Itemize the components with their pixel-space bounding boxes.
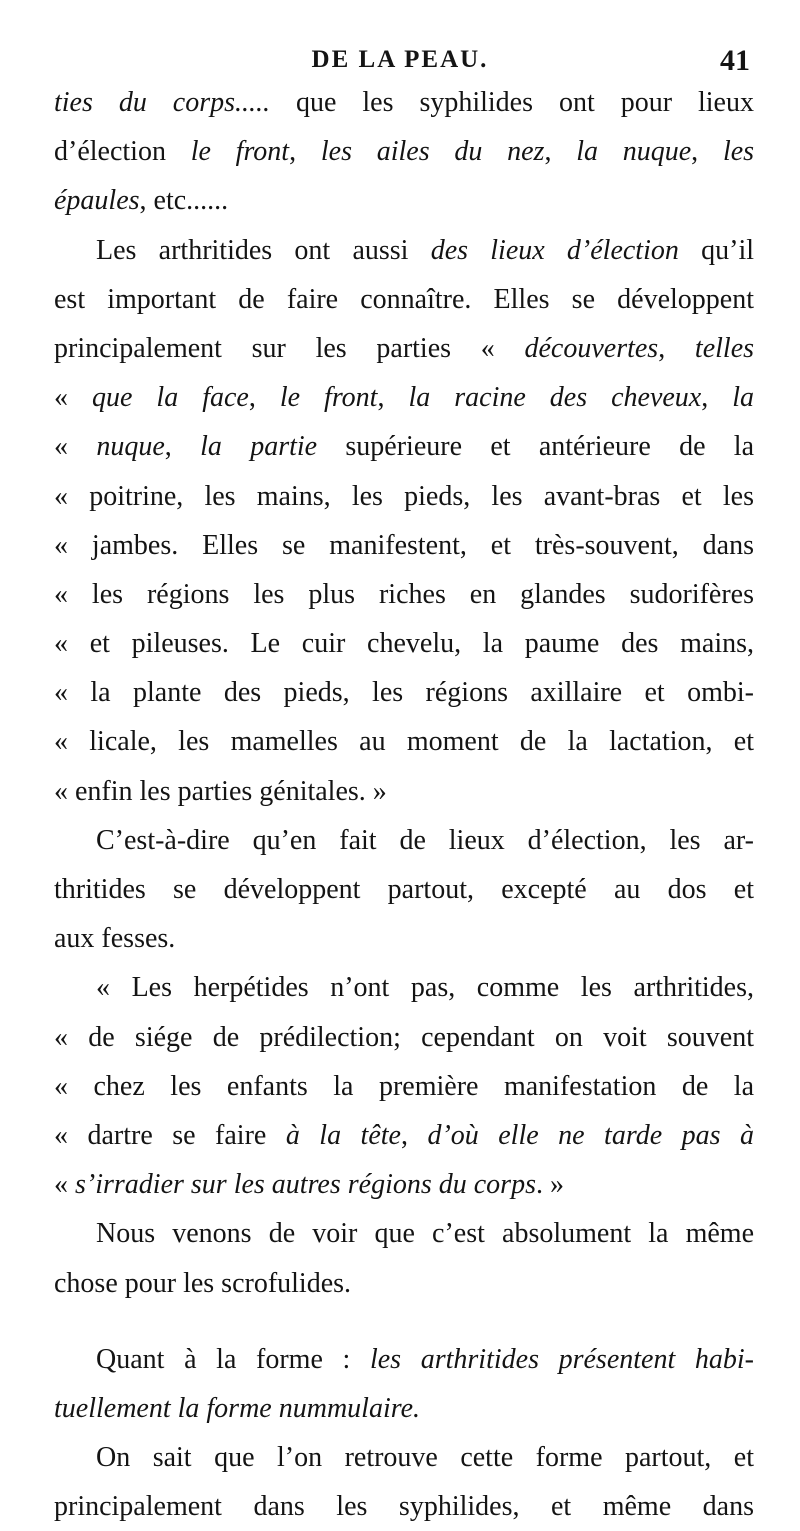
text-run: , — [691, 136, 723, 168]
text-line — [54, 422, 754, 471]
italic-run: des lieux d’élection — [430, 234, 679, 266]
italic-run: les ailes du nez — [320, 136, 545, 168]
text-run: , — [289, 136, 321, 168]
italic-run: les arthritides présentent habi- — [369, 1343, 754, 1375]
text-line — [54, 373, 754, 422]
text-line — [54, 1433, 754, 1482]
italic-run: nuque — [96, 431, 165, 463]
italic-run: d’où elle ne tarde pas à — [427, 1119, 754, 1151]
text-run: , — [701, 382, 733, 414]
text-line — [54, 914, 754, 963]
text-run: aux fesses. — [54, 923, 176, 955]
body-text — [54, 78, 754, 1531]
text-run: « enfin les parties génitales. » — [54, 775, 387, 807]
text-line — [54, 1111, 754, 1160]
italic-run: à la tête — [285, 1119, 401, 1151]
text-line — [54, 717, 754, 766]
text-line — [54, 1335, 754, 1384]
text-line — [54, 668, 754, 717]
text-run: principalement dans les syphilides, et même dans — [54, 1491, 754, 1523]
text-run: « les régions les plus riches en glandes sudorifères — [54, 578, 754, 610]
text-run: « licale, les mamelles au moment de la lactation, et — [54, 726, 754, 758]
text-line — [54, 275, 754, 324]
text-line — [54, 1259, 754, 1308]
text-run: « chez les enfants la première manifestation de la — [54, 1070, 754, 1102]
italic-run: le front — [279, 382, 378, 414]
text-line — [54, 816, 754, 865]
italic-run: que la face — [92, 382, 249, 414]
italic-run: les — [722, 136, 754, 168]
text-line — [54, 1062, 754, 1111]
text-run: . » — [535, 1169, 564, 1201]
text-line — [54, 1209, 754, 1258]
text-run: « — [54, 1169, 75, 1201]
italic-run: la partie — [200, 431, 318, 463]
text-run: chose pour les scrofulides. — [54, 1267, 352, 1299]
italic-run: ties du corps..... — [54, 87, 271, 118]
text-line — [54, 1160, 754, 1209]
text-line — [54, 570, 754, 619]
text-run: « dartre se faire — [54, 1119, 286, 1151]
text-run: est important de faire connaître. Elles se développent — [54, 283, 754, 315]
text-run: qu’il — [678, 234, 754, 266]
text-run: , — [400, 1119, 428, 1151]
text-line — [54, 521, 754, 570]
text-run: supérieure et antérieure de la — [317, 431, 754, 463]
text-run: On sait que l’on retrouve cette forme partout, et — [96, 1442, 754, 1474]
text-run: , — [164, 431, 201, 463]
text-line — [54, 472, 754, 521]
italic-run: s’irradier sur les autres régions du corps — [75, 1169, 536, 1201]
italic-run: la racine des cheveux — [408, 382, 702, 414]
text-run: , — [544, 136, 577, 168]
text-line — [54, 619, 754, 668]
text-run: « et pileuses. Le cuir chevelu, la paume des mains, — [54, 628, 754, 660]
text-run: , — [377, 382, 409, 414]
text-line — [54, 127, 754, 176]
text-run: Nous venons de voir que c’est absolument la même — [96, 1218, 754, 1250]
italic-run: tuellement la forme nummulaire. — [54, 1392, 421, 1424]
text-line — [54, 1013, 754, 1062]
text-run: « Les herpétides n’ont pas, comme les arthritides, — [96, 972, 754, 1004]
running-head-title: DE LA PEAU. — [311, 46, 489, 73]
text-run: « — [54, 431, 97, 463]
italic-run: la — [732, 382, 754, 414]
text-run: « — [54, 382, 92, 414]
text-run: Quant à la forme : — [96, 1343, 370, 1375]
text-line — [54, 1482, 754, 1531]
text-run: « poitrine, les mains, les pieds, les avant-bras et les — [54, 480, 754, 512]
text-run: , etc...... — [139, 185, 229, 217]
italic-run: la nuque — [576, 136, 692, 168]
text-run: , — [248, 382, 280, 414]
text-run: d’élection — [54, 136, 191, 168]
text-run: C’est-à-dire qu’en fait de lieux d’élection, les ar- — [96, 824, 754, 856]
text-run: principalement sur les parties « — [54, 332, 525, 364]
text-line — [54, 865, 754, 914]
text-line — [54, 963, 754, 1012]
italic-run: épaules — [54, 185, 140, 217]
text-run: , — [658, 332, 695, 364]
text-run: thritides se développent partout, excepté au dos et — [54, 874, 754, 905]
text-line — [54, 1384, 754, 1433]
italic-run: telles — [694, 332, 754, 364]
italic-run: découvertes — [524, 332, 659, 364]
text-line — [54, 226, 754, 275]
text-run: « la plante des pieds, les régions axillaire et ombi- — [54, 677, 754, 709]
text-run: Les arthritides ont aussi — [96, 234, 431, 266]
text-line — [54, 78, 754, 127]
text-run: que les syphilides ont pour lieux — [270, 87, 754, 118]
text-line — [54, 176, 754, 225]
text-line — [54, 767, 754, 816]
page-number: 41 — [720, 44, 750, 77]
text-run: « jambes. Elles se manifestent, et très-souvent, dans — [54, 529, 754, 561]
italic-run: le front — [190, 136, 290, 168]
text-line — [54, 324, 754, 373]
text-run: « de siége de prédilection; cependant on voit souvent — [54, 1021, 754, 1053]
